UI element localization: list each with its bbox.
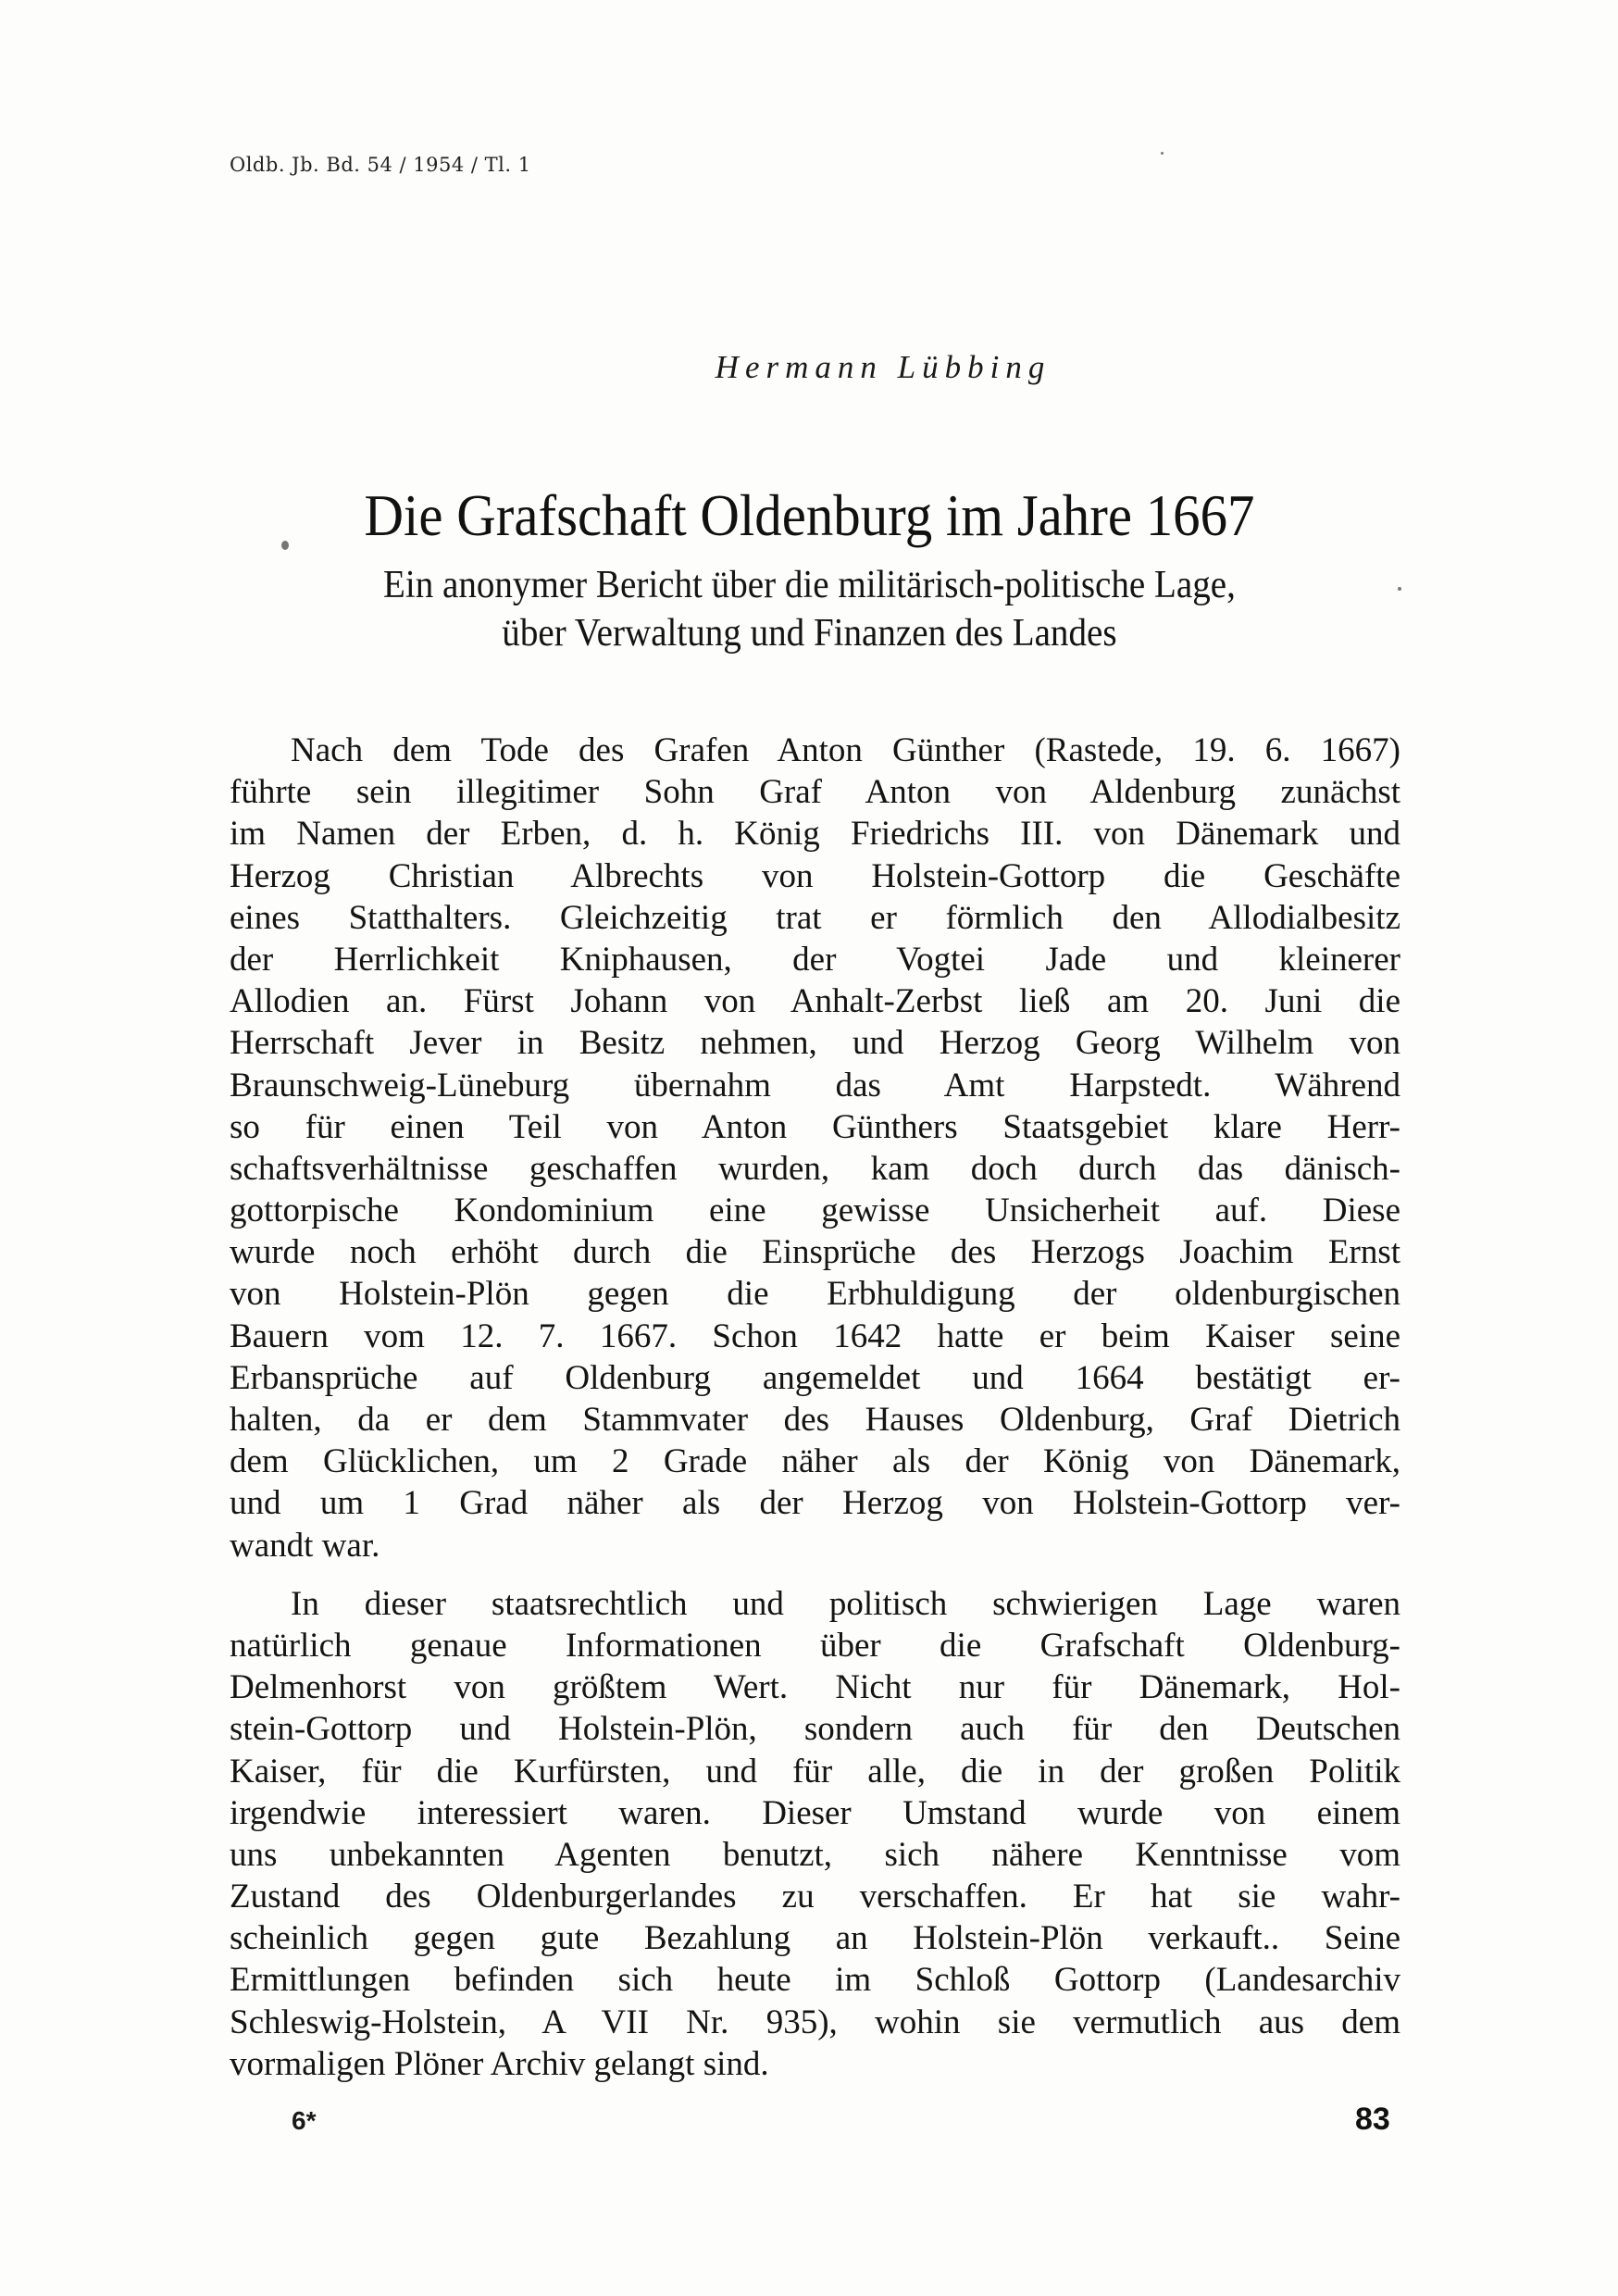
- text-line: Allodien an. Fürst Johann von Anhalt-Zerbst ließ am 20. Juni die: [230, 982, 1400, 1021]
- text-line: führte sein illegitimer Sohn Graf Anton von Aldenburg zunächst: [230, 773, 1400, 812]
- paragraph-gap: [230, 1566, 1400, 1583]
- article-subtitle-line-2: über Verwaltung und Finanzen des Landes: [502, 612, 1117, 655]
- text-line: In dieser staatsrechtlich und politisch schwierigen Lage waren: [291, 1584, 1400, 1623]
- text-line: Kaiser, für die Kurfürsten, und für alle, die in der großen Politik: [230, 1752, 1400, 1791]
- text-line: uns unbekannten Agenten benutzt, sich nähere Kenntnisse vom: [230, 1835, 1400, 1874]
- text-line: Delmenhorst von größtem Wert. Nicht nur für Dänemark, Hol-: [230, 1668, 1400, 1707]
- article-title: Die Grafschaft Oldenburg im Jahre 1667: [364, 482, 1255, 548]
- text-line: halten, da er dem Stammvater des Hauses Oldenburg, Graf Dietrich: [230, 1401, 1400, 1439]
- scan-speck: [281, 541, 289, 550]
- article-body: [230, 730, 1400, 2085]
- text-line: gottorpische Kondominium eine gewisse Unsicherheit auf. Diese: [230, 1192, 1400, 1230]
- text-line: und um 1 Grad näher als der Herzog von Holstein-Gottorp ver-: [230, 1484, 1400, 1523]
- author-name: Hermann Lübbing: [715, 349, 1052, 385]
- running-head: Oldb. Jb. Bd. 54 / 1954 / Tl. 1: [230, 154, 531, 176]
- text-line: so für einen Teil von Anton Günthers Staatsgebiet klare Herr-: [230, 1107, 1400, 1146]
- text-line: stein-Gottorp und Holstein-Plön, sondern auch für den Deutschen: [230, 1710, 1400, 1749]
- paragraph-2: [230, 1583, 1400, 2085]
- text-line: Ermittlungen befinden sich heute im Schloß Gottorp (Landesarchiv: [230, 1961, 1400, 2000]
- article-subtitle-line-1: Ein anonymer Bericht über die militärisch-politische Lage,: [382, 564, 1236, 606]
- text-line: wandt war.: [230, 1526, 380, 1565]
- text-line: natürlich genaue Informationen über die Grafschaft Oldenburg-: [230, 1626, 1400, 1665]
- text-line: vormaligen Plöner Archiv gelangt sind.: [230, 2044, 769, 2083]
- scan-speck: [1398, 587, 1401, 591]
- text-line: der Herrlichkeit Kniphausen, der Vogtei Jade und kleinerer: [230, 940, 1400, 979]
- text-line: Zustand des Oldenburgerlandes zu verschaffen. Er hat sie wahr-: [230, 1878, 1400, 1916]
- page-number: 83: [1355, 2102, 1390, 2137]
- text-line: Herzog Christian Albrechts von Holstein-Gottorp die Geschäfte: [230, 856, 1400, 895]
- text-line: Schleswig-Holstein, A VII Nr. 935), wohin sie vermutlich aus dem: [230, 2003, 1400, 2041]
- text-line: wurde noch erhöht durch die Einsprüche des Herzogs Joachim Ernst: [230, 1233, 1400, 1272]
- text-line: Erbansprüche auf Oldenburg angemeldet und 1664 bestätigt er-: [230, 1358, 1400, 1397]
- text-line: Braunschweig-Lüneburg übernahm das Amt Harpstedt. Während: [230, 1066, 1400, 1104]
- text-line: eines Statthalters. Gleichzeitig trat er förmlich den Allodialbesitz: [230, 898, 1400, 937]
- text-line: Herrschaft Jever in Besitz nehmen, und Herzog Georg Wilhelm von: [230, 1024, 1400, 1063]
- text-line: schaftsverhältnisse geschaffen wurden, kam doch durch das dänisch-: [230, 1149, 1400, 1188]
- scan-speck: [1161, 152, 1164, 155]
- text-line: im Namen der Erben, d. h. König Friedrichs III. von Dänemark und: [230, 815, 1400, 854]
- paragraph-1: [230, 730, 1400, 1566]
- text-line: scheinlich gegen gute Bezahlung an Holstein-Plön verkauft.. Seine: [230, 1919, 1400, 1958]
- signature-mark: 6*: [292, 2106, 317, 2135]
- text-line: von Holstein-Plön gegen die Erbhuldigung der oldenburgischen: [230, 1275, 1400, 1314]
- text-line: dem Glücklichen, um 2 Grade näher als der König von Dänemark,: [230, 1442, 1400, 1481]
- text-line: Bauern vom 12. 7. 1667. Schon 1642 hatte er beim Kaiser seine: [230, 1316, 1400, 1355]
- text-line: irgendwie interessiert waren. Dieser Umstand wurde von einem: [230, 1793, 1400, 1832]
- text-line: Nach dem Tode des Grafen Anton Günther (Rastede, 19. 6. 1667): [291, 731, 1400, 769]
